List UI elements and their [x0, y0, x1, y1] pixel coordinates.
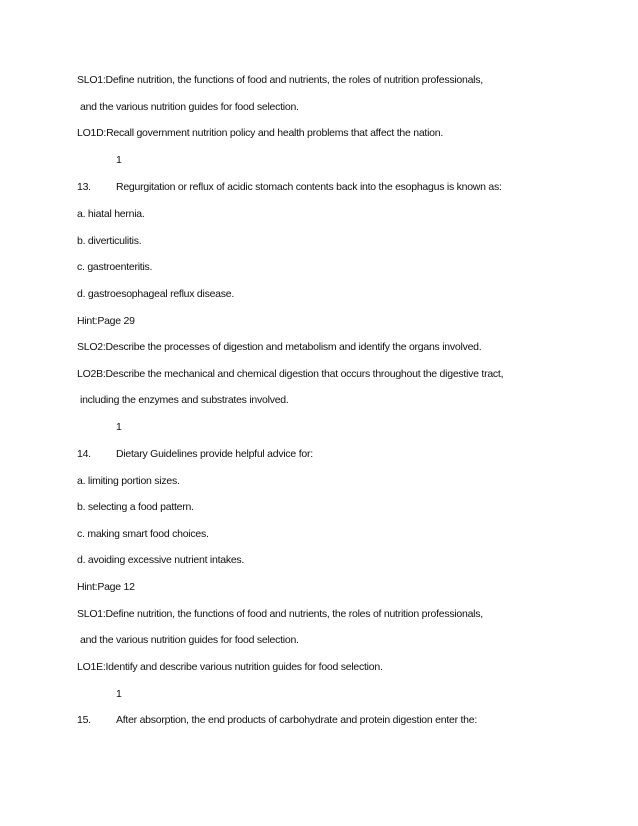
points-value: 1 [116, 154, 122, 166]
question-15-text: After absorption, the end products of carbohydrate and protein digestion enter the: [116, 714, 477, 726]
q14-option-b: b. selecting a food pattern. [77, 501, 194, 513]
lo2b-line-2: including the enzymes and substrates involved. [80, 394, 289, 406]
q13-option-c: c. gastroenteritis. [77, 261, 153, 273]
slo1-line-1: SLO1:Define nutrition, the functions of food and nutrients, the roles of nutrition professionals, [77, 74, 483, 86]
question-number-14: 14. [77, 448, 91, 460]
slo1-line-2: and the various nutrition guides for food selection. [80, 101, 299, 113]
q13-option-b: b. diverticulitis. [77, 235, 142, 247]
slo1-line-1b: SLO1:Define nutrition, the functions of food and nutrients, the roles of nutrition professionals, [77, 608, 483, 620]
question-number-13: 13. [77, 181, 91, 193]
question-number-15: 15. [77, 714, 91, 726]
q13-option-d: d. gastroesophageal reflux disease. [77, 288, 235, 300]
question-13-text: Regurgitation or reflux of acidic stomach contents back into the esophagus is known as: [116, 181, 502, 193]
q13-option-a: a. hiatal hernia. [77, 208, 145, 220]
points-value: 1 [116, 421, 122, 433]
lo1d-line: LO1D:Recall government nutrition policy and health problems that affect the nation. [77, 127, 444, 139]
slo2-line: SLO2:Describe the processes of digestion and metabolism and identify the organs involved. [77, 341, 482, 353]
q14-option-d: d. avoiding excessive nutrient intakes. [77, 554, 245, 566]
lo1e-line: LO1E:Identify and describe various nutrition guides for food selection. [77, 661, 383, 673]
q14-hint: Hint:Page 12 [77, 581, 135, 593]
q14-option-c: c. making smart food choices. [77, 528, 209, 540]
points-value: 1 [116, 688, 122, 700]
q14-option-a: a. limiting portion sizes. [77, 475, 180, 487]
question-14-text: Dietary Guidelines provide helpful advice for: [116, 448, 313, 460]
q13-hint: Hint:Page 29 [77, 315, 135, 327]
slo1-line-2b: and the various nutrition guides for food selection. [80, 634, 299, 646]
lo2b-line-1: LO2B:Describe the mechanical and chemical digestion that occurs throughout the digestive tract, [77, 368, 504, 380]
